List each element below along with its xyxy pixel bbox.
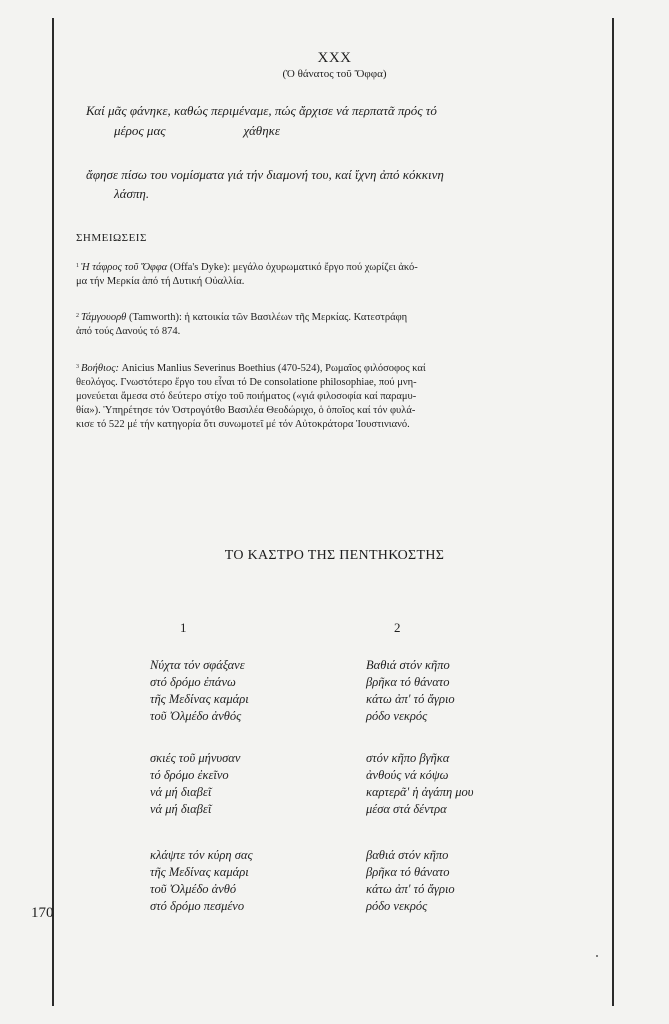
note-2-line-1: (Tamworth): ἡ κατοικία τῶν Βασιλέων τῆς Μερκίας. Κατεστράφη [128, 312, 408, 323]
notes-title: ΣΗΜΕΙΩΣΕΙΣ [76, 232, 147, 244]
verse-line: Βαθιά στόν κῆπο [366, 658, 450, 672]
verse-line: τῆς Μεδίνας καμάρι [150, 692, 249, 706]
note-1-number: 1 [76, 263, 79, 269]
verse-line: στόν κῆπο βγῆκα [366, 751, 450, 765]
poem-column-2-number: 2 [394, 620, 401, 635]
note-3-line-5: κισε τό 522 μέ τήν κατηγορία ὅτι συνωμοτεῖ μέ τόν Αὐτοκράτορα Ἰουστινιανό. [76, 419, 410, 430]
poem-col1-stanza-2 [150, 750, 240, 818]
intro-line-2: μέρος μας χάθηκε [114, 123, 281, 138]
intro-line-4: λάσπη. [114, 186, 150, 201]
verse-line: στό δρόμο ἐπάνω [150, 675, 236, 689]
section-subtitle: (Ὁ θάνατος τοῦ Ὄφφα) [282, 68, 387, 80]
poem-title: ΤΟ ΚΑΣΤΡΟ ΤΗΣ ΠΕΝΤΗΚΟΣΤΗΣ [224, 548, 445, 563]
intro-line-1: Καί μᾶς φάνηκε, καθώς περιμέναμε, πώς ἄρχισε νά περπατᾶ πρός τό [86, 103, 437, 118]
verse-line: μέσα στά δέντρα [366, 802, 447, 816]
verse-line: ρόδο νεκρός [366, 709, 428, 723]
verse-line: βρῆκα τό θάνατο [366, 675, 450, 689]
verse-line: τοῦ Ὀλμέδο ἀνθό [150, 882, 237, 896]
speck-mark [596, 955, 598, 957]
verse-line: ρόδο νεκρός [366, 899, 428, 913]
verse-line: νά μή διαβεῖ [150, 785, 212, 799]
poem-column-1-number: 1 [180, 620, 187, 635]
right-margin-rule [612, 18, 614, 1006]
note-3-number: 3 [76, 364, 79, 370]
note-1-line-2: μα τήν Μερκία ἀπό τή Δυτική Οὐαλλία. [76, 276, 245, 287]
verse-line: κλάψτε τόν κύρη σας [150, 848, 253, 862]
note-1-term: Ἡ τάφρος τοῦ Ὄφφα [81, 262, 168, 273]
verse-line: νά μή διαβεῖ [150, 802, 212, 816]
verse-line: στό δρόμο πεσμένο [150, 899, 245, 913]
intro-line-3: ἄφησε πίσω του νομίσματα γιά τήν διαμονή του, καί ἴχνη ἀπό κόκκινη [86, 167, 444, 182]
poem-col2-stanza-1 [366, 657, 455, 725]
note-3-term: Βοήθιος: [81, 363, 119, 374]
page-number: 170 [31, 905, 54, 921]
verse-line: ἀνθούς νά κόψω [366, 768, 449, 782]
note-2-line-2: ἀπό τούς Δανούς τό 874. [76, 326, 181, 337]
poem-col1-stanza-1 [150, 657, 249, 725]
note-3-line-2: θεολόγος. Γνωστότερο ἔργο του εἶναι τό De consolatione philosophiae, πού μνη- [76, 377, 417, 388]
verse-line: βαθιά στόν κῆπο [366, 848, 449, 862]
note-2 [76, 309, 596, 339]
section-number: XXX [317, 50, 352, 66]
verse-line: κάτω ἀπ' τό ἄγριο [366, 692, 455, 706]
verse-line: βρῆκα τό θάνατο [366, 865, 450, 879]
note-3-line-3: μονεύεται ἄμεσα στό δεύτερο στίχο τοῦ ποιήματος («γιά φιλοσοφία καί παραμυ- [76, 391, 417, 402]
note-2-term: Τάμγουορθ [81, 312, 127, 323]
verse-line: Νύχτα τόν σφάξανε [150, 658, 245, 672]
note-3-line-1: Anicius Manlius Severinus Boethius (470-524), Ρωμαῖος φιλόσοφος καί [121, 363, 426, 374]
note-2-number: 2 [76, 313, 79, 319]
verse-line: τοῦ Ὀλμέδο ἀνθός [150, 709, 242, 723]
poem-col1-stanza-3 [150, 847, 253, 915]
poem-col2-stanza-3 [366, 847, 455, 915]
left-margin-rule [52, 18, 54, 1006]
verse-line: τῆς Μεδίνας καμάρι [150, 865, 249, 879]
note-1-line-1: (Offa's Dyke): μεγάλο ὀχυρωματικό ἔργο πού χωρίζει ἀκό- [169, 262, 418, 273]
poem-col2-stanza-2 [366, 750, 474, 818]
verse-line: κάτω ἀπ' τό ἄγριο [366, 882, 455, 896]
verse-line: σκιές τοῦ μήνυσαν [150, 751, 241, 765]
verse-line: τό δρόμο ἐκεῖνο [150, 768, 229, 782]
verse-line: καρτερᾶ' ἡ ἀγάπη μου [366, 785, 474, 799]
note-3-line-4: θία»). Ὑπηρέτησε τόν Ὀστρογότθο Βασιλέα Θεοδώριχο, ὁ ὁποῖος καί τόν φυλά- [76, 405, 416, 416]
note-3 [76, 360, 596, 432]
note-1 [76, 259, 596, 289]
